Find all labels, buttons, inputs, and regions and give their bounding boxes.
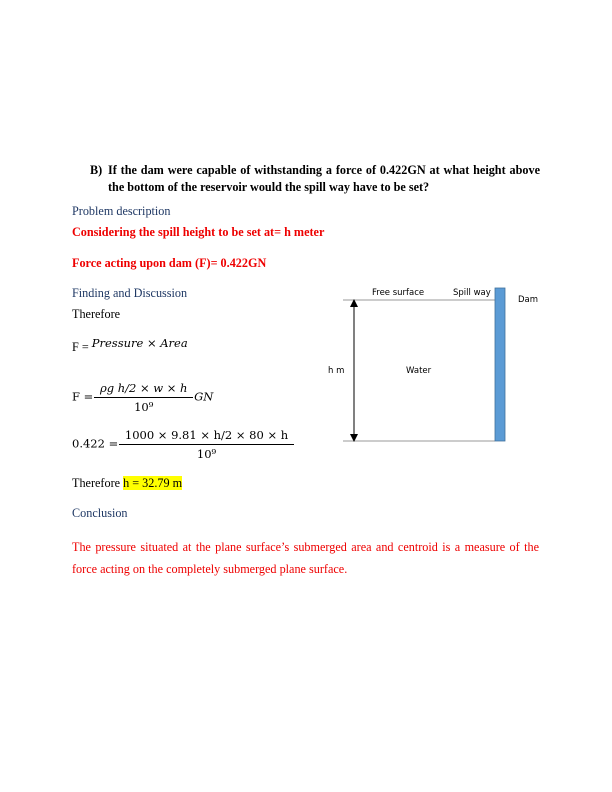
dam-label: Dam: [518, 295, 539, 305]
dam-diagram-svg: [325, 284, 550, 449]
problem-heading: Problem description: [72, 204, 171, 218]
conclusion-text: The pressure situated at the plane surface’s submerged area and centroid is a measure of the force acting on the completely submerged plane surface.: [72, 540, 539, 576]
dam-wall: [495, 288, 505, 441]
eq1-rhs: Pressure × Area: [91, 336, 188, 350]
equation-1: [72, 338, 188, 356]
eq3-fraction: [122, 428, 291, 461]
equation-3: [72, 428, 291, 461]
eq2-denominator: 10⁹: [94, 397, 194, 414]
height-label: h m: [328, 366, 345, 376]
force-statement: Force acting upon dam (F)= 0.422GN: [72, 256, 267, 270]
result-value: h = 32.79 m: [123, 476, 183, 490]
conclusion-heading: Conclusion: [72, 506, 128, 520]
eq2-fraction: [97, 381, 191, 414]
eq2-numerator: ρg h/2 × w × h: [99, 381, 188, 395]
eq3-denominator: 10⁹: [119, 444, 294, 461]
therefore-text: Therefore: [72, 307, 121, 321]
eq2-unit: GN: [194, 389, 214, 404]
eq3-numerator: 1000 × 9.81 × h/2 × 80 × h: [124, 428, 289, 442]
result-line: [72, 476, 182, 491]
finding-heading: Finding and Discussion: [72, 286, 188, 300]
dam-diagram: [325, 284, 550, 449]
eq2-lhs: F =: [72, 389, 97, 404]
water-label: Water: [406, 366, 432, 376]
result-prefix: Therefore: [72, 476, 124, 490]
free-surface-label: Free surface: [372, 288, 425, 298]
eq3-lhs: 0.422 =: [72, 436, 122, 451]
equation-2: [72, 381, 213, 414]
eq1-lhs: F =: [72, 340, 92, 354]
spill-way-label: Spill way: [453, 288, 491, 298]
question-block: [90, 162, 540, 196]
assumption-text: Considering the spill height to be set at= h meter: [72, 225, 325, 239]
question-label: B): [90, 163, 103, 177]
question-text: If the dam were capable of withstanding a force of 0.422GN at what height above the bottom of the reservoir would the spill way have to be set?: [108, 163, 540, 194]
